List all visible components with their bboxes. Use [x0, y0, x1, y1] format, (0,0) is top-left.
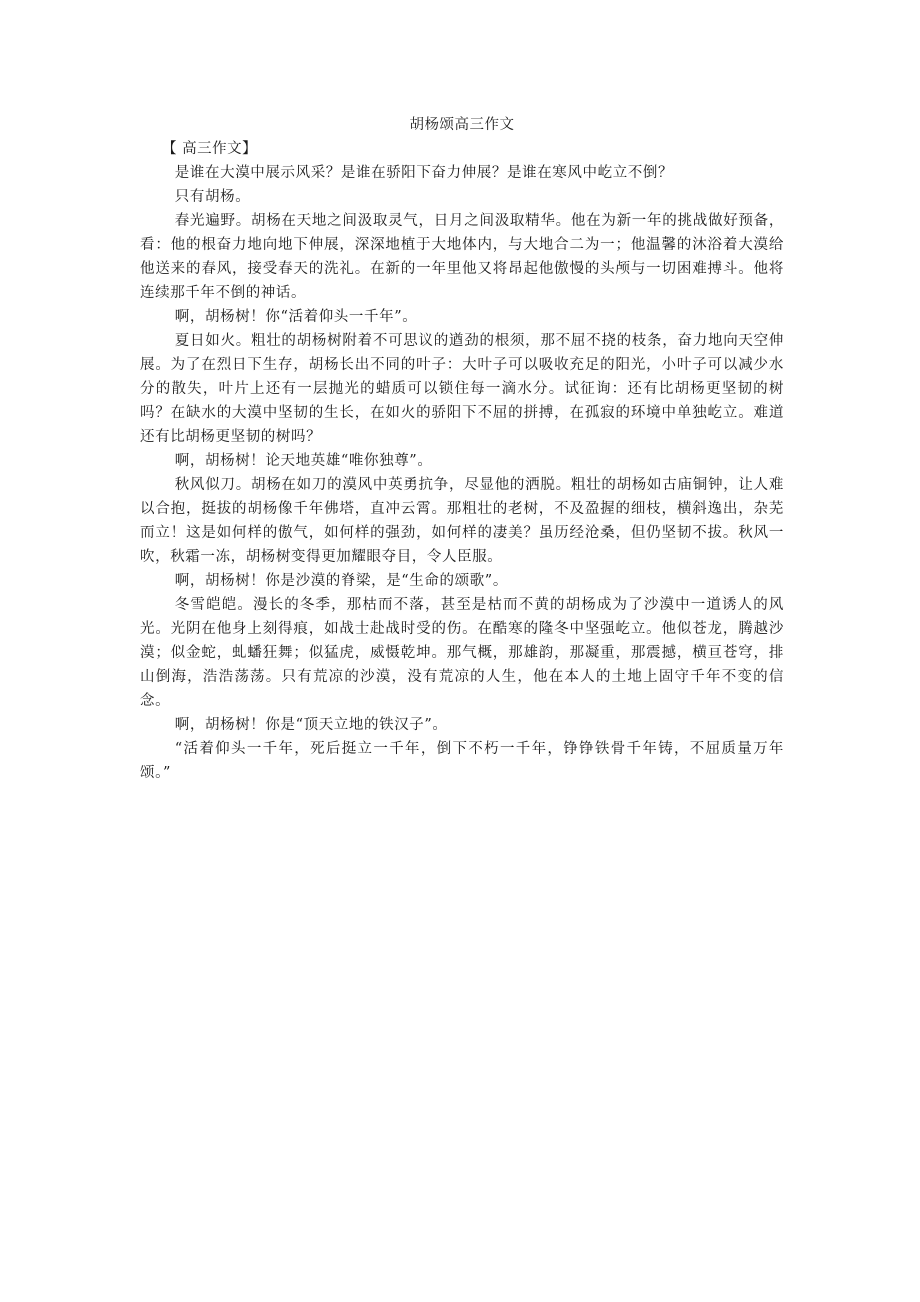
- paragraph: 春光遍野。胡杨在天地之间汲取灵气，日月之间汲取精华。他在为新一年的挑战做好预备，看：他的根奋力地向地下伸展，深深地植于大地体内，与大地合二为一；他温馨的沐浴着大漠给他送来的春风，接受春天的洗礼。在新的一年里他又将昂起他傲慢的头颅与一切困难搏斗。他将连续那千年不倒的神话。: [140, 213, 784, 301]
- paragraph: “活着仰头一千年，死后挺立一千年，倒下不朽一千年，铮铮铁骨千年铸，不屈质量万年颂。”: [140, 741, 784, 781]
- paragraph: 冬雪皑皑。漫长的冬季，那枯而不落，甚至是枯而不黄的胡杨成为了沙漠中一道诱人的风光。光阴在他身上刻得痕，如战士赴战时受的伤。在酷寒的隆冬中坚强屹立。他似苍龙，腾越沙漠；似金蛇，虬蟠狂舞；似猛虎，威慑乾坤。那气概，那雄韵，那凝重，那震撼，横亘苍穹，排山倒海，浩浩荡荡。只有荒凉的沙漠，没有荒凉的人生，他在本人的土地上固守千年不变的信念。: [140, 597, 784, 709]
- document-page: [140, 113, 784, 785]
- paragraph: 啊，胡杨树！你“活着仰头一千年”。: [174, 309, 418, 325]
- paragraph: 啊，胡杨树！你是“顶天立地的铁汉子”。: [174, 717, 448, 733]
- paragraph: 啊，胡杨树！论天地英雄“唯你独尊”。: [174, 453, 433, 469]
- paragraph: 秋风似刀。胡杨在如刀的漠风中英勇抗争，尽显他的洒脱。粗壮的胡杨如古庙铜钟，让人难以合抱，挺拔的胡杨像千年佛塔，直冲云霄。那粗壮的老树，不及盈握的细枝，横斜逸出，杂芜而立！这是如何样的傲气，如何样的强劲，如何样的凄美？虽历经沧桑，但仍坚韧不拔。秋风一吹，秋霜一冻，胡杨树变得更加耀眼夺目，令人臣服。: [140, 477, 784, 565]
- paragraph: 啊，胡杨树！你是沙漠的脊梁，是“生命的颂歌”。: [174, 573, 508, 589]
- document-title: 胡杨颂高三作文: [409, 117, 515, 133]
- document-category: 【 高三作文】: [162, 141, 258, 157]
- paragraph: 夏日如火。粗壮的胡杨树附着不可思议的遒劲的根须，那不屈不挠的枝条，奋力地向天空伸展。为了在烈日下生存，胡杨长出不同的叶子：大叶子可以吸收充足的阳光，小叶子可以减少水分的散失，叶片上还有一层抛光的蜡质可以锁住每一滴水分。试征询：还有比胡杨更坚韧的树吗？在缺水的大漠中坚韧的生长，在如火的骄阳下不屈的拼搏，在孤寂的环境中单独屹立。难道还有比胡杨更坚韧的树吗？: [140, 333, 784, 445]
- paragraph: 是谁在大漠中展示风采？是谁在骄阳下奋力伸展？是谁在寒风中屹立不倒？: [174, 165, 674, 181]
- paragraph: 只有胡杨。: [174, 189, 251, 205]
